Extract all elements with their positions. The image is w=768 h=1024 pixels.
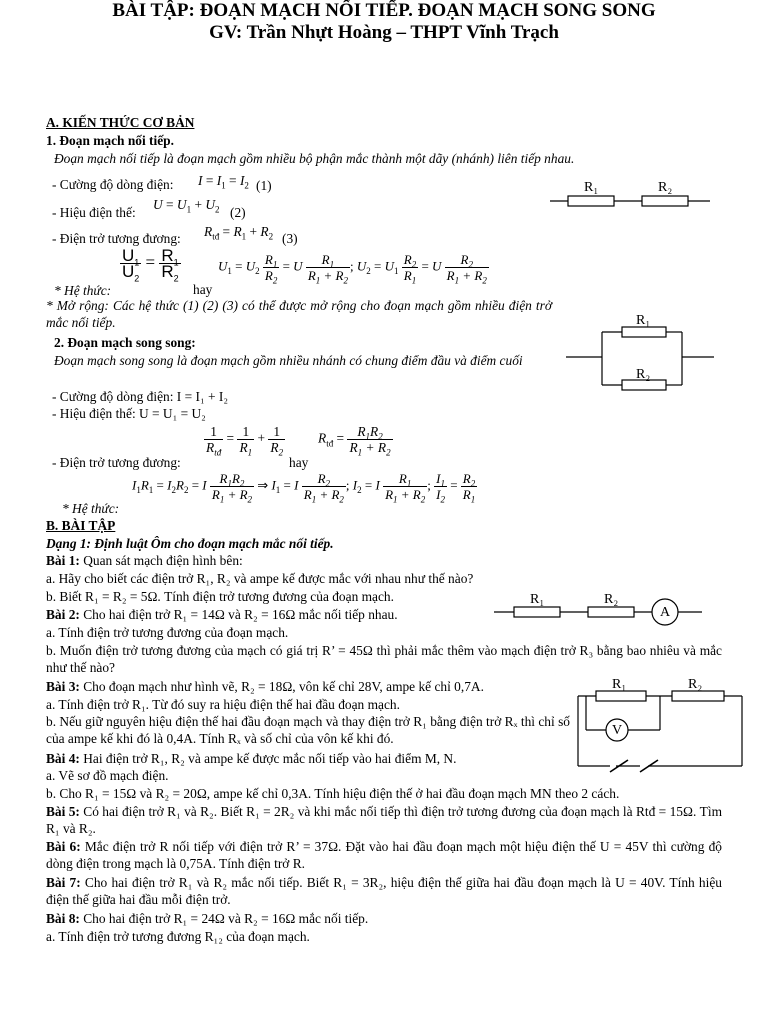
series-heading: 1. Đoạn mạch nối tiếp. [46,133,174,148]
resistor-r1 [568,196,614,206]
series-ammeter-diagram [494,590,714,630]
series-definition: Đoạn mạch nối tiếp là đoạn mạch gồm nhiều bộ phận mắc thành một dãy (nhánh) liên tiếp nhau. [54,151,575,166]
resistor-r1 [514,607,560,617]
series-resistance-number: (3) [282,231,298,246]
r2-label: R₂ [636,367,651,382]
series-extension: * Mở rộng: Các hệ thức (1) (2) (3) có thể được mở rộng cho đoạn mạch gồm nhiều điện trở mắc nối tiếp. [46,298,552,330]
section-a-heading: A. KIẾN THỨC CƠ BẢN [46,115,195,130]
parallel-circuit-diagram [566,310,716,390]
resistor-r1 [622,327,666,337]
problem-line: a. Tính điện trở R₁. Từ đó suy ra hiệu điện thế hai đầu đoạn mạch. [46,697,400,712]
voltmeter-circuit-diagram [576,676,756,786]
parallel-resistance-label: - Điện trở tương đương: [52,455,181,470]
problem-line: Bài 3: Cho đoạn mạch như hình vẽ, R₂ = 18Ω, vôn kế chỉ 28V, ampe kế chỉ 0,7A. [46,679,484,694]
series-formula-label: * Hệ thức: [54,283,112,298]
problem-line: a. Hãy cho biết các điện trở R₁, R₂ và ampe kế được mắc với nhau như thế nào? [46,571,474,586]
resistor-r1 [596,691,646,701]
series-ratio-formula: $\frac{U_1}{U_2}$ = $\frac{R_1}{R_2}$ [122,246,179,284]
page-subtitle: GV: Trần Nhựt Hoàng – THPT Vĩnh Trạch [209,22,559,43]
r1-label: R₁ [636,313,651,328]
parallel-current: - Cường độ dòng điện: I = I₁ + I₂ [52,389,229,404]
problem-line: a. Tính điện trở tương đương R₁₂ của đoạn mạch. [46,929,310,944]
series-hay: hay [193,282,213,297]
problem-line: Bài 7: Cho hai điện trở R₁ và R₂ mắc nối tiếp. Biết R₁ = 3R₂, hiệu điện thế giữa hai đầu đoạn mạch là U = 40V. Tính hiệu điện thế giữa hai đầu mỗi điện trở. [46,875,722,907]
problem-line: b. Biết R₁ = R₂ = 5Ω. Tính điện trở tương đương của đoạn mạch. [46,589,394,604]
series-voltage-number: (2) [230,205,246,220]
r1-label: R₁ [530,592,545,607]
section-b-heading: B. BÀI TẬP [46,518,116,533]
ammeter-label: A [659,605,671,620]
problem-line: Bài 1: Quan sát mạch điện hình bên: [46,553,243,568]
r1-label: R₁ [584,180,599,195]
problem-line: a. Vẽ sơ đồ mạch điện. [46,768,169,783]
series-current-label: - Cường độ dòng điện: [52,177,174,192]
problem-line: b. Cho R₁ = 15Ω và R₂ = 20Ω, ampe kế chỉ 0,3A. Tính hiệu điện thế ở hai đầu đoạn mạch MN theo 2 cách. [46,786,620,801]
problem-line: Bài 4: Hai điện trở R₁, R₂ và ampe kế được mắc nối tiếp vào hai điểm M, N. [46,751,457,766]
parallel-voltage: - Hiệu điện thế: U = U₁ = U₂ [52,406,206,421]
parallel-hay: hay [289,455,309,470]
problem-line: b. Muốn điện trở tương đương của mạch có giá trị R’ = 45Ω thì phải mắc thêm vào mạch điện trở R₃ bằng bao nhiêu và mắc như thế nào? [46,643,722,675]
series-voltage-formula: $U = U_1 + U_2$ [153,197,220,215]
page-title: BÀI TẬP: ĐOẠN MẠCH NỐI TIẾP. ĐOẠN MẠCH SONG SONG [112,0,656,21]
resistor-r2 [588,607,634,617]
series-divider-formula: $U_1 = U_2$ $\frac{R_1}{R_2}$ = U $\frac{R_1}{R_1 + R_2}$ ; $U_2 = U_1$ $\frac{R_2}{R_1}$ = U $\frac{R_2}{R_1 + R_2}$ [218,252,487,286]
type1-heading: Dạng 1: Định luật Ôm cho đoạn mạch mắc nối tiếp. [46,536,334,551]
series-current-number: (1) [256,178,272,193]
series-current-formula: $I = I_1 = I_2$ [198,173,249,191]
series-resistance-formula: $R_{tđ} = R_1 + R_2$ [204,224,274,242]
parallel-heading: 2. Đoạn mạch song song: [54,335,196,350]
r2-label: R₂ [604,592,619,607]
resistor-r2 [672,691,724,701]
resistor-r2 [642,196,688,206]
r1-label: R₁ [612,677,627,692]
problem-line: Bài 6: Mắc điện trở R nối tiếp với điện trở R’ = 37Ω. Đặt vào hai đầu đoạn mạch một hiệu điện thế U = 45V thì cường độ dòng điện trong mạch là 0,75A. Tính điện trở R. [46,839,722,871]
parallel-resistance-product-formula: $R_{tđ}$ = $\frac{R_1R_2}{R_1 + R_2}$ [318,424,391,458]
series-resistance-label: - Điện trở tương đương: [52,231,181,246]
r2-label: R₂ [688,677,703,692]
problem-line: a. Tính điện trở tương đương của đoạn mạch. [46,625,289,640]
parallel-formula-label: * Hệ thức: [62,501,120,516]
series-voltage-label: - Hiệu điện thế: [52,205,136,220]
series-circuit-diagram [550,176,720,216]
r2-label: R₂ [658,180,673,195]
problem-line: b. Nếu giữ nguyên hiệu điện thế hai đầu đoạn mạch và thay điện trở R₁ bằng điện trở Rₓ thì chỉ số của ampe kế khi đó là 0,4A. Tính Rₓ và số chỉ của vôn kế khi đó. [46,714,570,746]
parallel-divider-formula: $I_1R_1 = I_2R_2 = I$ $\frac{R_1R_2}{R_1 + R_2}$ ⇒ $I_1 = I$ $\frac{R_2}{R_1 + R_2}$ ; $I_2 = I$ $\frac{R_1}{R_1 + R_2}$ ; $\frac{I_1}{I_2}$ = $\frac{R_2}{R_1}$ [132,471,476,505]
problem-line: Bài 8: Cho hai điện trở R₁ = 24Ω và R₂ = 16Ω mắc nối tiếp. [46,911,369,926]
problem-line: Bài 5: Có hai điện trở R₁ và R₂. Biết R₁ = 2R₂ và khi mắc nối tiếp thì điện trở tương đương của đoạn mạch là Rtđ = 15Ω. Tìm R₁ và R₂. [46,804,722,836]
parallel-resistance-formula: $\frac{1}{R_{tđ}}$ = $\frac{1}{R_1}$ + $\frac{1}{R_2}$ [206,424,284,458]
problem-line: Bài 2: Cho hai điện trở R₁ = 14Ω và R₂ = 16Ω mắc nối tiếp nhau. [46,607,398,622]
voltmeter-label: V [611,723,623,738]
parallel-definition: Đoạn mạch song song là đoạn mạch gồm nhiều nhánh có chung điểm đầu và điểm cuối [54,353,523,368]
